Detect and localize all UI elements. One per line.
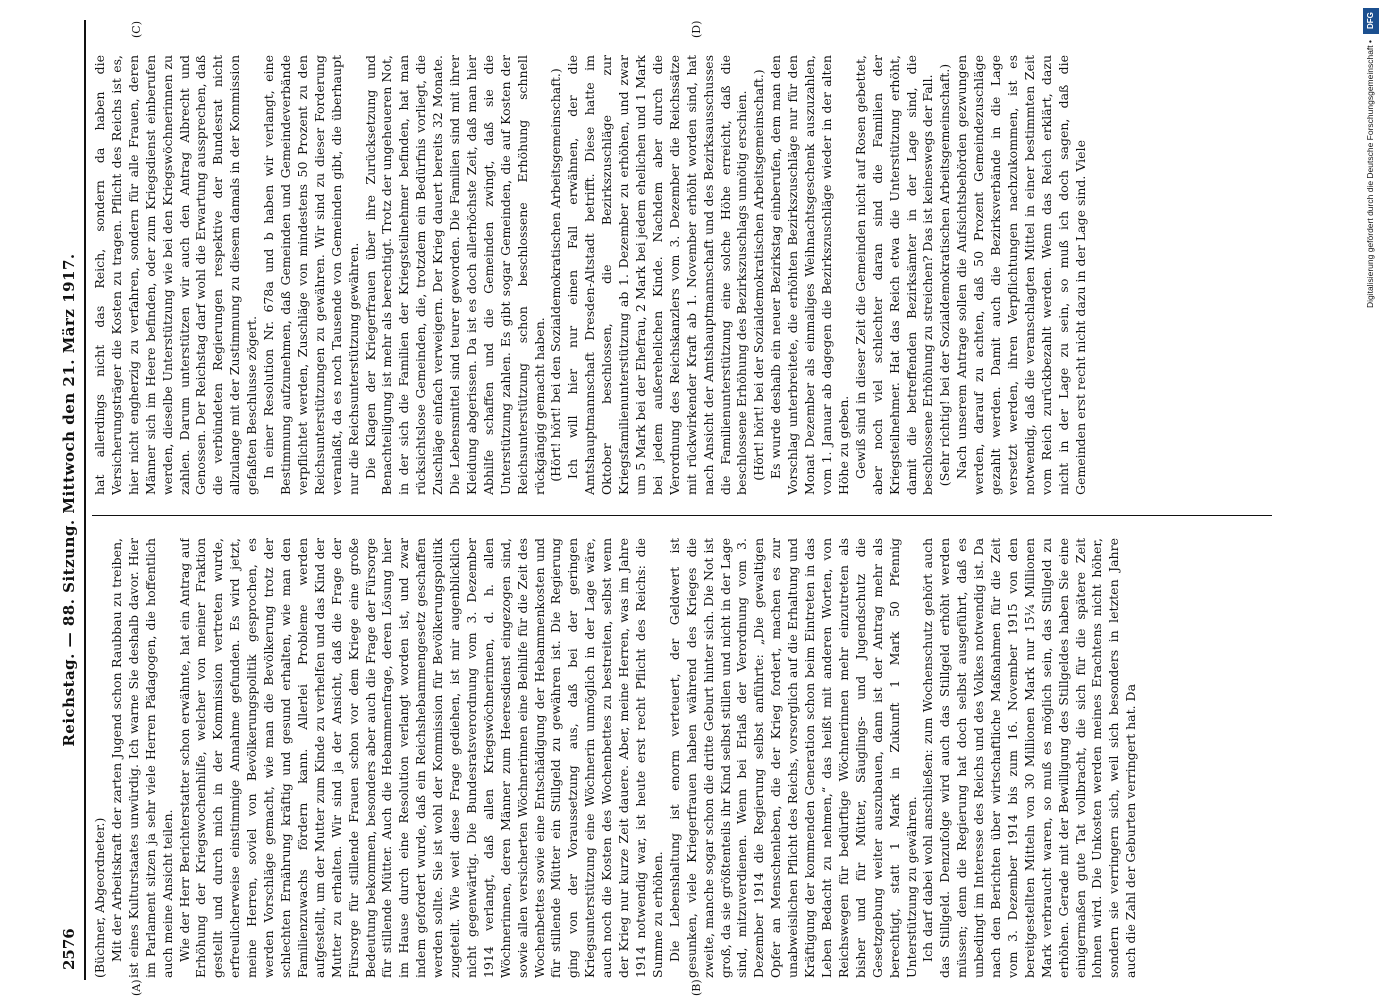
interjection: (Hört! hört! bei den Sozialdemokratischen Arbeitsgemeinschaft.) [548, 68, 564, 482]
interjection: (Sehr richtig! bei der Sozialdemokratischen Arbeitsgemeinschaft.) [937, 63, 953, 487]
margin-marker-b: (B) [690, 979, 703, 996]
speaker-label: (Büchner, Abgeordneter.) [92, 817, 107, 978]
dfg-logo: DFG [1363, 8, 1379, 34]
paragraph: Ich will hier nur einen Fall erwähnen, der die Amtshauptmannschaft Dresden-Altstadt betrifft. Diese hatte im Oktober beschlossen, die Bezirkszuschläge zur Kriegsfamilienunterstützung ab 1. Dezember zu erhöhen, und zwar um 5 Mark bei der Ehefrau, 2 Mark bei jedem ehelichen und 1 Mark bei jedem außerehelichen Kinde. Nachdem aber durch die Verordnung des Reichskanzlers vom 3. Dezember die Reichssätze mit rückwirkender Kraft ab 1. November erhöht worden sind, hat nach Ansicht der Amtshauptmannschaft und des Bezirksausschusses die Familienunterstützung eine solche Höhe erreicht, daß die beschlossene Erhöhung des Bezirkszuschlags unnötig erschien. [565, 55, 750, 495]
right-column [92, 55, 1272, 495]
paragraph: Nach unserem Antrage sollen die Aufsichtsbehörden gezwungen werden, darauf zu achten, daß 50 Prozent Gemeindezuschläge gezahlt werden. Damit auch die Bezirksverbände in die Lage versetzt werden, ihren Verpflichtungen nachzukommen, ist es notwendig, daß die veranschlagten Mittel in einer bestimmten Zeit vom Reich zurückbezahlt werden. Wenn das Reich erklärt, dazu nicht in der Lage zu sein, so muß ich doch sagen, daß die Gemeinden erst recht nicht dazu in der Lage sind. Viele [954, 55, 1088, 495]
page-number: 2576 [60, 928, 78, 970]
interjection: (Hört! hört! bei der Sozialdemokratischen Arbeitsgemeinschaft.) [751, 69, 767, 481]
page-header [58, 30, 84, 970]
paragraph: Ich darf dabei wohl anschließen: zum Wochenschutz gehört auch das Stillgeld. Denzufolge wird auch das Stillgeld erhöht werden müssen; denn die Regierung hat doch selbst ausgeführt, daß es unbedingt im Interesse des Reichs und des Volkes notwendig ist. Da nach den Berichten über wirtschaftliche Maßnahmen für die Zeit vom 3. Dezember 1914 bis zum 16. November 1915 von den bereitgestellten Mitteln von 30 Millionen Mark nur 15¼ Millionen Mark verbraucht waren, so muß es möglich sein, das Stillgeld zu erhöhen. Gerade mit der Bewilligung des Stillgeldes haben Sie eine einigermaßen gute Tat vollbracht, die sich für die spätere Zeit lohnen wird. Die Unkosten werden meines Erachtens nicht höher, sondern sie verringern sich, weil sich besonders in letzten Jahre auch die Zahl der Geburten verringert hat. Da [920, 538, 1139, 978]
margin-marker-a: (A) [130, 979, 143, 996]
paragraph: hat allerdings nicht das Reich, sondern da haben die Versicherungsträger die Kosten zu tragen. Pflicht des Reichs ist es, hier nicht engherzig zu verfahren, sondern für alle Frauen, deren Männer sich im Heere befinden, oder zum Kriegsdienst einberufen werden, dieselbe Unterstützung wie bei den Kriegswöchnerinnen zu zahlen. Darum unterstützen wir auch den Antrag Albrecht und Genossen. Der Reichstag darf wohl die Erwartung aussprechen, daß die verbündeten Regierungen respektive der Bundesrat nicht allzulange mit der Zustimmung zu diesem damals in der Kommission gefaßten Beschlusse zögert. [92, 55, 260, 495]
margin-marker-d: (D) [690, 20, 703, 38]
column-rule [92, 515, 1272, 516]
paragraph: Wie der Herr Berichterstatter schon erwähnte, hat ein Antrag auf Erhöhung der Kriegswochenhilfe, welcher von meiner Fraktion gestellt und durch mich in der Kommission vertreten wurde, erfreulicherweise einstimmige Annahme gefunden. Es wird jetzt, meine Herren, soviel von Bevölkerungspolitik gesprochen, es werden Vorschläge gemacht, wie man die Bevölkerung trotz der schlechten Ernährung kräftig und gesund erhalten, wie man den Familienzuwachs fördern kann. Allerlei Probleme werden aufgestellt, um der Mutter zum Kinde zu verhelfen und das Kind der Mutter zu erhalten. Wir sind ja der Ansicht, daß die Frage der Fürsorge für stillende Frauen schon vor dem Kriege eine große Bedeutung bekommen, besonders aber auch die Frage der Fürsorge für stillende Mütter. Auch die Hebammenfrage, deren Lösung hier im Hause durch eine Resolution verlangt worden ist, und zwar indem gefordert wurde, daß ein Reichshebammengesetz geschaffen werden sollte. Sie ist wohl der Kommission für Bevölkerungspolitik zugeteilt. Wie weit diese Frage gediehen, ist mir augenblicklich nicht gegenwärtig. Die Bundesratsverordnung vom 3. Dezember 1914 verlangt, daß allen Kriegswöchnerinnen, d. h. allen Wöchnerinnen, deren Männer zum Heeresdienst eingezogen sind, sowie allen versicherten Wöchnerinnen eine Beihilfe für die Zeit des Wochenbettes sowie eine Entschädigung der Hebammenkosten und für stillende Mütter ein Stillgeld zu gewähren ist. Die Regierung ging von der Voraussetzung aus, daß bei der geringen Kriegsunterstützung eine Wöchnerin unmöglich in der Lage wäre, auch noch die Kosten des Wochenbettes zu bestreiten, selbst wenn der Krieg nur kurze Zeit dauere. Aber, meine Herren, was im Jahre 1914 notwendig war, ist heute erst recht Pflicht des Reichs: die Summe zu erhöhen. [176, 538, 665, 978]
digitization-strip [1361, 0, 1383, 1000]
paragraph: Gewiß sind in dieser Zeit die Gemeinden nicht auf Rosen gebettet, aber noch viel schlechter daran sind die Familien der Kriegsteilnehmer. Hat das Reich etwa die Unterstützung erhöht, damit die betreffenden Bezirksämter in der Lage sind, die beschlossene Erhöhung zu streichen? Das ist keineswegs der Fall. [852, 55, 936, 495]
paragraph: Die Klagen der Kriegerfrauen über ihre Zurücksetzung und Benachteiligung ist mehr als berechtigt. Trotz der ungeheueren Not, in der sich die Familien der Kriegsteilnehmer befinden, hat man rücksichtslose Gemeinden, die, trotzdem ein Bedürfnis vorliegt, die Zuschläge einfach verweigern. Der Krieg dauert bereits 32 Monate. Die Lebensmittel sind teurer geworden. Die Familien sind mit ihrer Kleidung abgerissen. Da ist es doch allerhöchste Zeit, daß man hier Abhilfe schaffen und die Gemeinden zwingt, daß sie die Unterstützung zahlen. Es gibt sogar Gemeinden, die auf Kosten der Reichsunterstützung schon beschlossene Erhöhung schnell rückgängig gemacht haben. [362, 55, 547, 495]
margin-marker-c: (C) [130, 21, 143, 38]
paragraph: In einer Resolution Nr. 678a und b haben wir verlangt, eine Bestimmung aufzunehmen, daß Gemeinden und Gemeindeverbände verpflichtet werden, Zuschläge von mindestens 50 Prozent zu den Reichsunterstützungen zu gewähren. Wir sind zu dieser Forderung veranlaßt, da es noch Tausende von Gemeinden gibt, die überhaupt nur die Reichsunterstützung gewähren. [261, 55, 361, 495]
digitization-credit: Digitalisierung gefördert durch die Deutsche Forschungsgemeinschaft • [1365, 40, 1375, 309]
left-column [92, 538, 1272, 978]
page-title: Reichstag. — 88. Sitzung. Mittwoch den 21. März 1917. [60, 253, 78, 747]
paragraph: Es wurde deshalb ein neuer Bezirkstag einberufen, dem man den Vorschlag unterbreitete, die erhöhten Bezirkszuschläge nur für den Monat Dezember als einmaliges Weihnachtsgeschenk auszuzahlen, vom 1. Januar ab dagegen die Bezirkszuschläge wieder in der alten Höhe zu geben. [768, 55, 851, 495]
header-rule [84, 20, 86, 980]
paragraph: Die Lebenshaltung ist enorm verteuert, der Geldwert ist gesunken, viele Kriegerfrauen haben während des Krieges die zweite, manche sogar schon die dritte Geburt hinter sich. Die Not ist groß, da sie größtenteils ihr Kind selbst stillen und nicht in der Lage sind, mitzuverdienen. Wenn bei Erlaß der Verordnung vom 3. Dezember 1914 die Regierung selbst anführte: „Die gewaltigen Opfer an Menschenleben, die der Krieg fordert, machen es zur unabweislichen Pflicht des Reichs, vorsorglich auf die Erhaltung und Kräftigung der kommenden Generation schon beim Eintreten in das Leben Bedacht zu nehmen,“ das heißt mit anderen Worten, von Reichswegen für bedürftige Wöchnerinnen mehr einzutreten als bisher und für Mütter, Säuglings- und Jugendschutz die Gesetzgebung weiter auszubauen, dann ist der Antrag mehr als berechtigt, statt 1 Mark in Zukunft 1 Mark 50 Pfennig Unterstützung zu gewähren. [666, 538, 919, 978]
paragraph: Mit der Arbeitskraft der zarten Jugend schon Raubbau zu treiben, ist eines Kulturstaates unwürdig. Ich warne Sie deshalb davor. Hier im Parlament sitzen ja sehr viele Herren Pädagogen, die hoffentlich auch meine Ansicht teilen. [108, 538, 175, 978]
